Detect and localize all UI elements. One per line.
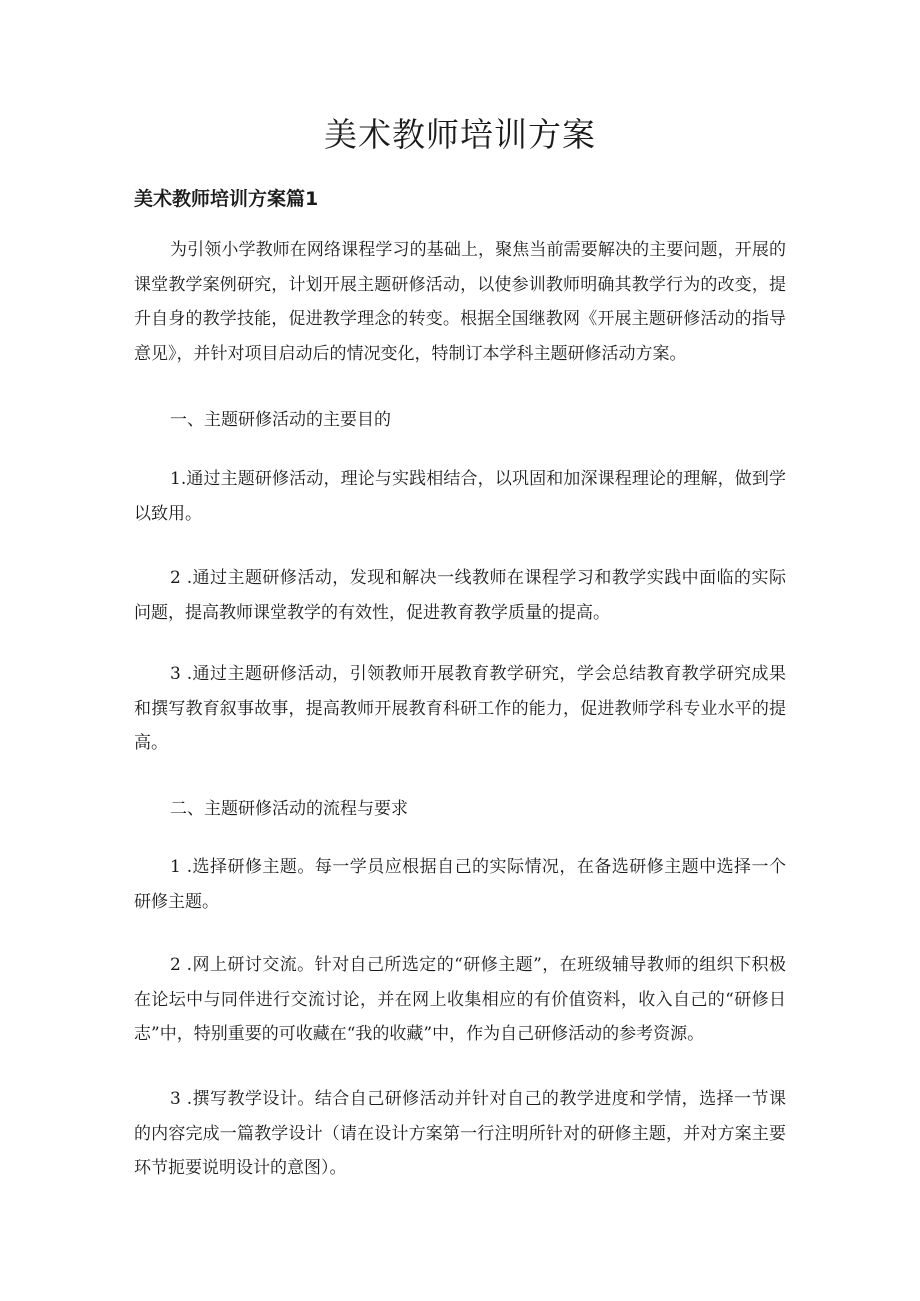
- heading-process: 二、主题研修活动的流程与要求: [170, 799, 408, 819]
- process-item-3: 3 .撰写教学设计。结合自己研修活动并针对自己的教学进度和学情，选择一节课的内容完成一篇教学设计（请在设计方案第一行注明所针对的研修主题，并对方案主要环节扼要说明设计的意图）。: [134, 1089, 786, 1178]
- purpose-item-2: 2 .通过主题研修活动，发现和解决一线教师在课程学习和教学实践中面临的实际问题，提高教师课堂教学的有效性，促进教育教学质量的提高。: [134, 568, 786, 623]
- document-title: 美术教师培训方案: [324, 115, 596, 154]
- section-heading: 美术教师培训方案篇1: [134, 188, 319, 210]
- intro-paragraph: 为引领小学教师在网络课程学习的基础上，聚焦当前需要解决的主要问题，开展的课堂教学案例研究，计划开展主题研修活动，以使参训教师明确其教学行为的改变，提升自身的教学技能，促进教学理念的转变。根据全国继教网《开展主题研修活动的指导意见》，并针对项目启动后的情况变化，特制订本学科主题研修活动方案。: [134, 240, 786, 364]
- purpose-item-1: 1.通过主题研修活动，理论与实践相结合，以巩固和加深课程理论的理解，做到学以致用。: [134, 469, 786, 524]
- process-item-2: 2 .网上研讨交流。针对自己所选定的“研修主题”，在班级辅导教师的组织下积极在论坛中与同伴进行交流讨论，并在网上收集相应的有价值资料，收入自己的“研修日志”中，特别重要的可收藏在“我的收藏”中，作为自己研修活动的参考资源。: [134, 955, 786, 1044]
- process-item-1: 1 .选择研修主题。每一学员应根据自己的实际情况，在备选研修主题中选择一个研修主题。: [134, 857, 786, 912]
- purpose-item-3: 3 .通过主题研修活动，引领教师开展教育教学研究，学会总结教育教学研究成果和撰写教育叙事故事，提高教师开展教育科研工作的能力，促进教师学科专业水平的提高。: [134, 664, 786, 753]
- heading-purpose: 一、主题研修活动的主要目的: [170, 410, 391, 430]
